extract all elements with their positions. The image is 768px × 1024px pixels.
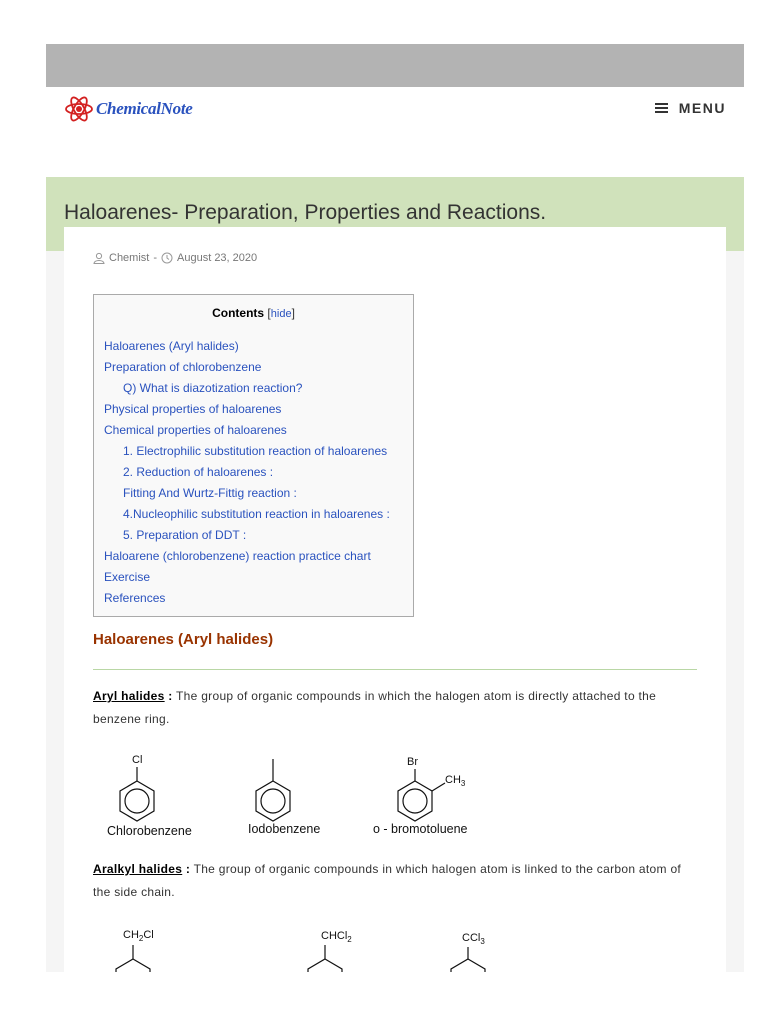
- toc-item[interactable]: Haloarene (chlorobenzene) reaction practice chart: [104, 549, 371, 563]
- table-of-contents: [93, 294, 414, 617]
- menu-label: MENU: [678, 100, 726, 116]
- bromo-substituent: Br: [407, 756, 418, 768]
- aryl-term: Aryl halides: [93, 689, 165, 703]
- iodobenzene-label: Iodobenzene: [248, 822, 321, 836]
- section-heading: Haloarenes (Aryl halides): [93, 631, 274, 648]
- ccl3-group: [462, 932, 485, 946]
- aralkyl-definition: [93, 858, 693, 904]
- methyl-subscript: 3: [460, 779, 466, 789]
- section-divider: [93, 669, 697, 670]
- toc-bracket-close: ]: [291, 306, 295, 320]
- aryl-halides-image: [93, 753, 489, 845]
- page-title: Haloarenes- Preparation, Properties and Reactions.: [64, 201, 547, 224]
- toc-title: Contents: [212, 306, 265, 320]
- ccl3-text: CCl: [462, 932, 481, 944]
- chlorobenzene-label: Chlorobenzene: [107, 824, 192, 838]
- toc-hide-link[interactable]: hide: [270, 308, 292, 320]
- logo-text: ChemicalNote: [96, 99, 193, 118]
- toc-list: [94, 336, 413, 609]
- browser-page: [46, 44, 744, 972]
- post-author[interactable]: Chemist: [109, 252, 150, 264]
- toc-item[interactable]: Q) What is diazotization reaction?: [123, 381, 303, 395]
- toc-header: [94, 306, 413, 320]
- toc-item[interactable]: Physical properties of haloarenes: [104, 402, 282, 416]
- toc-item[interactable]: Haloarenes (Aryl halides): [104, 339, 239, 353]
- ch2cl-group: [123, 929, 154, 943]
- ch2cl-sub: 2: [138, 934, 144, 944]
- user-icon: [93, 252, 105, 264]
- toc-item[interactable]: Chemical properties of haloarenes: [104, 423, 287, 437]
- toc-item[interactable]: References: [104, 591, 166, 605]
- post-meta: [93, 252, 257, 264]
- bromotoluene-label: o - bromotoluene: [373, 822, 468, 836]
- atom-logo-icon: [64, 92, 94, 126]
- chloro-substituent: Cl: [132, 754, 143, 766]
- site-logo[interactable]: [64, 92, 193, 126]
- toc-item[interactable]: 2. Reduction of haloarenes :: [123, 465, 274, 479]
- toc-item[interactable]: Fitting And Wurtz-Fittig reaction :: [123, 486, 297, 500]
- ccl3-sub: 3: [480, 937, 485, 947]
- methyl-text: CH: [445, 774, 461, 786]
- aryl-definition: [93, 685, 693, 731]
- ch2cl-cl: Cl: [143, 929, 154, 941]
- site-header: [46, 87, 744, 224]
- aralkyl-term: Aralkyl halides: [93, 862, 183, 876]
- article-card: [64, 227, 726, 972]
- chcl2-sub: 2: [347, 935, 352, 945]
- aryl-colon: :: [164, 689, 173, 703]
- aryl-text: The group of organic compounds in which the halogen atom is directly attached to the benzene ring.: [93, 689, 657, 726]
- aralkyl-text: The group of organic compounds in which halogen atom is linked to the carbon atom of the side chain.: [93, 862, 682, 899]
- toc-bracket-open: [: [267, 306, 271, 320]
- top-bar: [46, 44, 744, 87]
- toc-item[interactable]: 1. Electrophilic substitution reaction of haloarenes: [123, 444, 388, 458]
- aralkyl-halides-image: [93, 927, 529, 972]
- chcl2-text: CHCl: [321, 930, 348, 942]
- menu-button[interactable]: [655, 100, 726, 116]
- toc-item[interactable]: Exercise: [104, 570, 151, 584]
- clock-icon: [161, 252, 173, 264]
- aralkyl-colon: :: [182, 862, 191, 876]
- ch2cl-ch: CH: [123, 929, 139, 941]
- chcl2-group: [321, 930, 352, 944]
- toc-item[interactable]: Preparation of chlorobenzene: [104, 360, 262, 374]
- methyl-substituent: [445, 774, 465, 788]
- toc-item[interactable]: 4.Nucleophilic substitution reaction in haloarenes :: [123, 507, 390, 521]
- hamburger-icon: [655, 101, 668, 115]
- post-date: August 23, 2020: [177, 252, 258, 264]
- meta-separator: -: [153, 252, 158, 264]
- toc-item[interactable]: 5. Preparation of DDT :: [123, 528, 247, 542]
